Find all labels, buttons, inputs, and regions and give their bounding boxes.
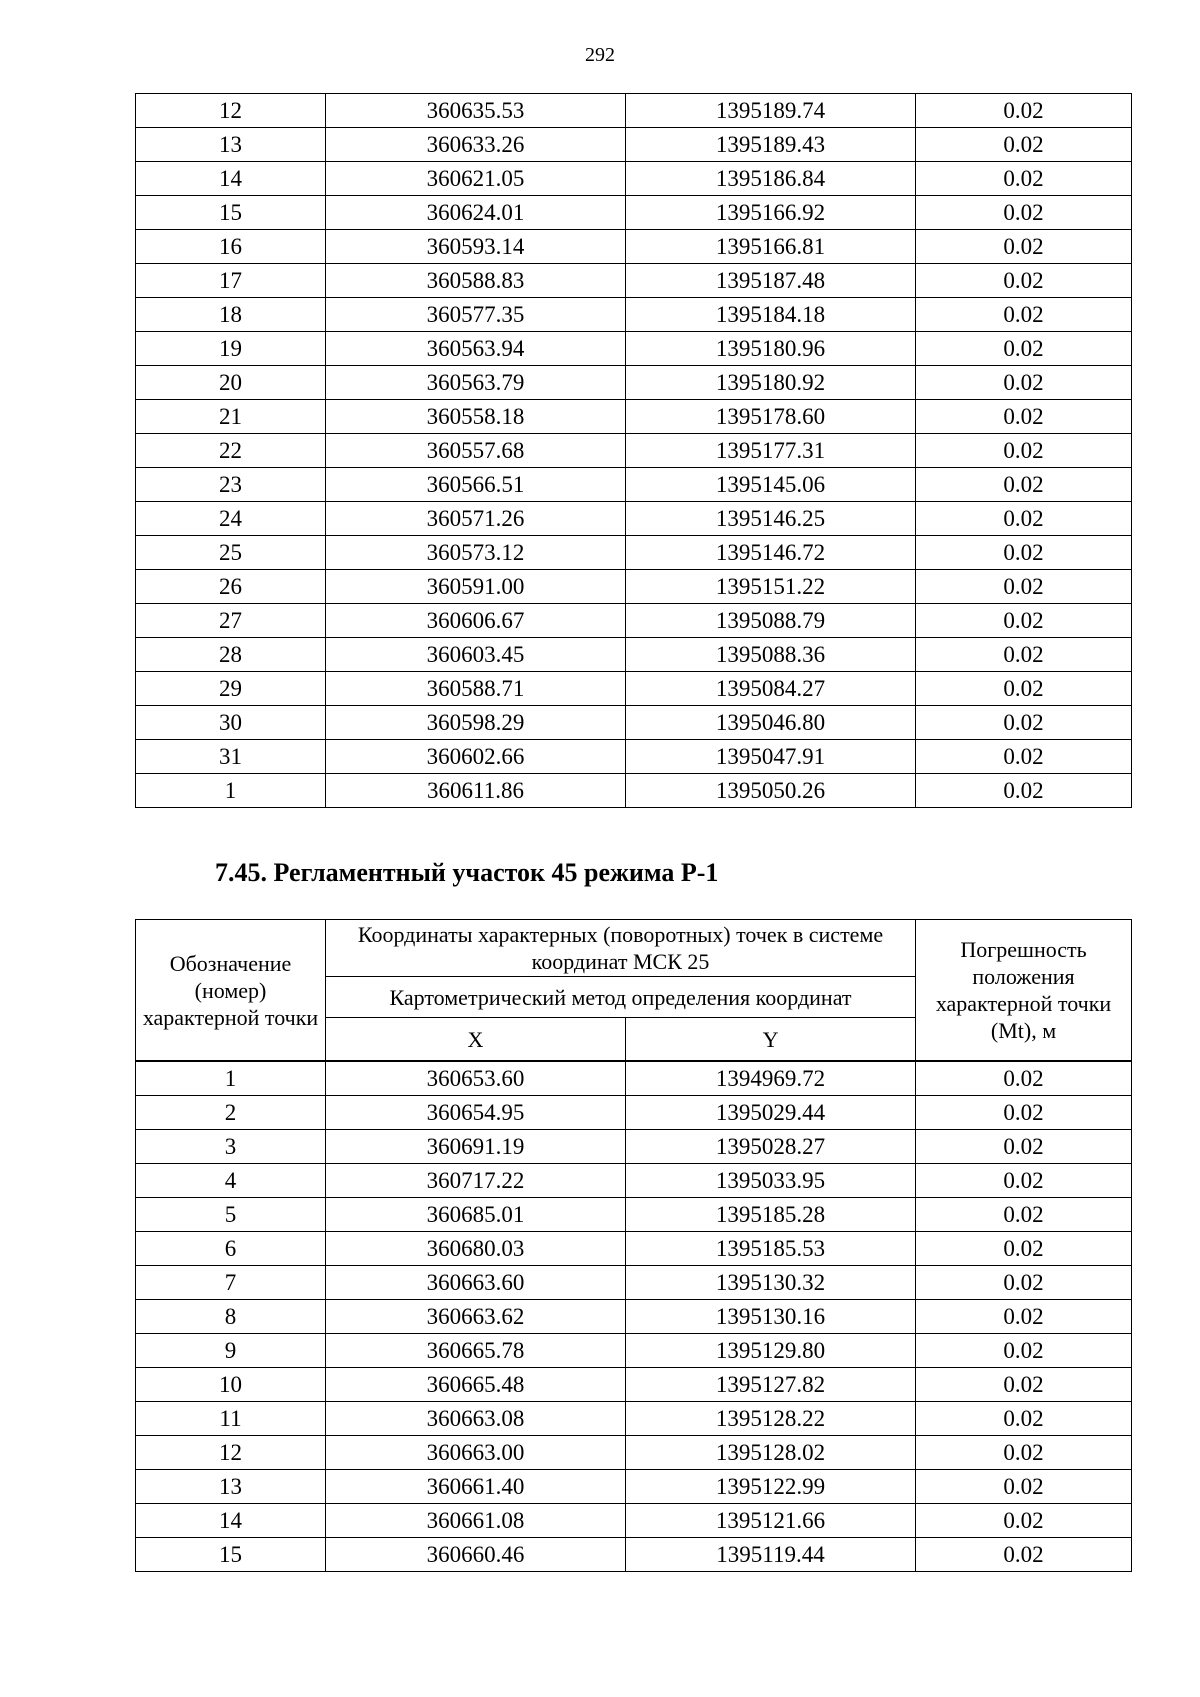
- error-cell: 0.02: [916, 536, 1132, 570]
- error-header: Погрешность положения характерной точки (Mt), м: [916, 920, 1132, 1062]
- x-coordinate-cell: 360661.40: [326, 1470, 626, 1504]
- y-coordinate-cell: 1395088.79: [626, 604, 916, 638]
- x-coordinate-cell: 360691.19: [326, 1130, 626, 1164]
- y-coordinate-cell: 1394969.72: [626, 1061, 916, 1096]
- table-row: [136, 672, 1132, 706]
- table-row: [136, 162, 1132, 196]
- x-coordinate-cell: 360653.60: [326, 1061, 626, 1096]
- error-cell: 0.02: [916, 1368, 1132, 1402]
- error-cell: 0.02: [916, 1061, 1132, 1096]
- table-row: [136, 536, 1132, 570]
- point-number-cell: 16: [136, 230, 326, 264]
- table-row: [136, 1368, 1132, 1402]
- y-coordinate-cell: 1395146.25: [626, 502, 916, 536]
- y-header: Y: [626, 1018, 916, 1062]
- x-coordinate-cell: 360588.83: [326, 264, 626, 298]
- error-cell: 0.02: [916, 1334, 1132, 1368]
- table-header: [136, 920, 1132, 1062]
- x-coordinate-cell: 360603.45: [326, 638, 626, 672]
- point-number-cell: 1: [136, 1061, 326, 1096]
- error-cell: 0.02: [916, 638, 1132, 672]
- error-cell: 0.02: [916, 400, 1132, 434]
- point-number-cell: 30: [136, 706, 326, 740]
- y-coordinate-cell: 1395084.27: [626, 672, 916, 706]
- y-coordinate-cell: 1395130.32: [626, 1266, 916, 1300]
- error-cell: 0.02: [916, 298, 1132, 332]
- point-number-cell: 22: [136, 434, 326, 468]
- x-coordinate-cell: 360566.51: [326, 468, 626, 502]
- point-number-cell: 12: [136, 94, 326, 128]
- point-number-cell: 13: [136, 128, 326, 162]
- x-coordinate-cell: 360663.08: [326, 1402, 626, 1436]
- section-heading: 7.45. Регламентный участок 45 режима Р-1: [215, 858, 719, 887]
- y-coordinate-cell: 1395121.66: [626, 1504, 916, 1538]
- error-cell: 0.02: [916, 1130, 1132, 1164]
- error-cell: 0.02: [916, 434, 1132, 468]
- y-coordinate-cell: 1395177.31: [626, 434, 916, 468]
- y-coordinate-cell: 1395166.81: [626, 230, 916, 264]
- point-number-cell: 8: [136, 1300, 326, 1334]
- point-number-header: Обозначение (номер) характерной точки: [136, 920, 326, 1062]
- y-coordinate-cell: 1395180.96: [626, 332, 916, 366]
- x-coordinate-cell: 360685.01: [326, 1198, 626, 1232]
- table-row: [136, 1470, 1132, 1504]
- x-coordinate-cell: 360591.00: [326, 570, 626, 604]
- error-cell: 0.02: [916, 774, 1132, 808]
- table-row: [136, 1504, 1132, 1538]
- x-coordinate-cell: 360663.00: [326, 1436, 626, 1470]
- y-coordinate-cell: 1395185.28: [626, 1198, 916, 1232]
- error-cell: 0.02: [916, 1538, 1132, 1572]
- x-coordinate-cell: 360717.22: [326, 1164, 626, 1198]
- x-coordinate-cell: 360661.08: [326, 1504, 626, 1538]
- error-cell: 0.02: [916, 1232, 1132, 1266]
- table-row: [136, 298, 1132, 332]
- coordinates-table: [135, 919, 1132, 1572]
- error-cell: 0.02: [916, 502, 1132, 536]
- x-coordinate-cell: 360558.18: [326, 400, 626, 434]
- error-cell: 0.02: [916, 1096, 1132, 1130]
- point-number-cell: 21: [136, 400, 326, 434]
- x-coordinate-cell: 360557.68: [326, 434, 626, 468]
- error-cell: 0.02: [916, 94, 1132, 128]
- y-coordinate-cell: 1395180.92: [626, 366, 916, 400]
- point-number-cell: 14: [136, 1504, 326, 1538]
- table-row: [136, 128, 1132, 162]
- error-cell: 0.02: [916, 672, 1132, 706]
- x-coordinate-cell: 360621.05: [326, 162, 626, 196]
- point-number-cell: 10: [136, 1368, 326, 1402]
- error-cell: 0.02: [916, 162, 1132, 196]
- point-number-cell: 20: [136, 366, 326, 400]
- y-coordinate-cell: 1395187.48: [626, 264, 916, 298]
- error-cell: 0.02: [916, 1198, 1132, 1232]
- point-number-cell: 5: [136, 1198, 326, 1232]
- table-row: [136, 196, 1132, 230]
- point-number-cell: 14: [136, 162, 326, 196]
- x-coordinate-cell: 360563.94: [326, 332, 626, 366]
- point-number-cell: 26: [136, 570, 326, 604]
- error-cell: 0.02: [916, 1470, 1132, 1504]
- point-number-cell: 17: [136, 264, 326, 298]
- y-coordinate-cell: 1395128.22: [626, 1402, 916, 1436]
- y-coordinate-cell: 1395185.53: [626, 1232, 916, 1266]
- x-coordinate-cell: 360633.26: [326, 128, 626, 162]
- y-coordinate-cell: 1395130.16: [626, 1300, 916, 1334]
- x-coordinate-cell: 360573.12: [326, 536, 626, 570]
- y-coordinate-cell: 1395127.82: [626, 1368, 916, 1402]
- error-cell: 0.02: [916, 366, 1132, 400]
- y-coordinate-cell: 1395178.60: [626, 400, 916, 434]
- error-cell: 0.02: [916, 1164, 1132, 1198]
- error-cell: 0.02: [916, 264, 1132, 298]
- x-coordinate-cell: 360660.46: [326, 1538, 626, 1572]
- x-coordinate-cell: 360571.26: [326, 502, 626, 536]
- point-number-cell: 13: [136, 1470, 326, 1504]
- point-number-cell: 18: [136, 298, 326, 332]
- x-coordinate-cell: 360611.86: [326, 774, 626, 808]
- x-coordinate-cell: 360588.71: [326, 672, 626, 706]
- point-number-cell: 15: [136, 196, 326, 230]
- coordinates-header: Координаты характерных (поворотных) точек в системе координат МСК 25: [326, 920, 916, 977]
- page-number: 292: [585, 44, 615, 66]
- y-coordinate-cell: 1395151.22: [626, 570, 916, 604]
- table-body: [136, 1061, 1132, 1572]
- error-cell: 0.02: [916, 1504, 1132, 1538]
- table-row: [136, 1232, 1132, 1266]
- x-coordinate-cell: 360606.67: [326, 604, 626, 638]
- x-coordinate-cell: 360663.62: [326, 1300, 626, 1334]
- error-cell: 0.02: [916, 468, 1132, 502]
- table-row: [136, 1061, 1132, 1096]
- point-number-cell: 4: [136, 1164, 326, 1198]
- y-coordinate-cell: 1395189.74: [626, 94, 916, 128]
- y-coordinate-cell: 1395029.44: [626, 1096, 916, 1130]
- error-cell: 0.02: [916, 604, 1132, 638]
- y-coordinate-cell: 1395146.72: [626, 536, 916, 570]
- y-coordinate-cell: 1395119.44: [626, 1538, 916, 1572]
- table-row: [136, 1096, 1132, 1130]
- x-coordinate-cell: 360665.78: [326, 1334, 626, 1368]
- table-row: [136, 1334, 1132, 1368]
- error-cell: 0.02: [916, 196, 1132, 230]
- error-cell: 0.02: [916, 230, 1132, 264]
- x-coordinate-cell: 360665.48: [326, 1368, 626, 1402]
- table-row: [136, 230, 1132, 264]
- y-coordinate-cell: 1395145.06: [626, 468, 916, 502]
- y-coordinate-cell: 1395186.84: [626, 162, 916, 196]
- table-row: [136, 1436, 1132, 1470]
- x-coordinate-cell: 360577.35: [326, 298, 626, 332]
- point-number-cell: 7: [136, 1266, 326, 1300]
- y-coordinate-cell: 1395046.80: [626, 706, 916, 740]
- error-cell: 0.02: [916, 1300, 1132, 1334]
- table-body: [136, 94, 1132, 808]
- table-row: [136, 706, 1132, 740]
- y-coordinate-cell: 1395088.36: [626, 638, 916, 672]
- error-cell: 0.02: [916, 740, 1132, 774]
- error-cell: 0.02: [916, 128, 1132, 162]
- table-row: [136, 264, 1132, 298]
- error-cell: 0.02: [916, 1436, 1132, 1470]
- table-row: [136, 468, 1132, 502]
- point-number-cell: 9: [136, 1334, 326, 1368]
- table-row: [136, 1402, 1132, 1436]
- y-coordinate-cell: 1395129.80: [626, 1334, 916, 1368]
- point-number-cell: 29: [136, 672, 326, 706]
- table-row: [136, 1266, 1132, 1300]
- error-cell: 0.02: [916, 1266, 1132, 1300]
- point-number-cell: 2: [136, 1096, 326, 1130]
- y-coordinate-cell: 1395050.26: [626, 774, 916, 808]
- x-coordinate-cell: 360563.79: [326, 366, 626, 400]
- y-coordinate-cell: 1395166.92: [626, 196, 916, 230]
- error-cell: 0.02: [916, 570, 1132, 604]
- table-row: [136, 94, 1132, 128]
- table-row: [136, 434, 1132, 468]
- point-number-cell: 27: [136, 604, 326, 638]
- table-row: [136, 774, 1132, 808]
- y-coordinate-cell: 1395122.99: [626, 1470, 916, 1504]
- point-number-cell: 6: [136, 1232, 326, 1266]
- y-coordinate-cell: 1395189.43: [626, 128, 916, 162]
- point-number-cell: 15: [136, 1538, 326, 1572]
- point-number-cell: 11: [136, 1402, 326, 1436]
- x-coordinate-cell: 360624.01: [326, 196, 626, 230]
- error-cell: 0.02: [916, 332, 1132, 366]
- point-number-cell: 31: [136, 740, 326, 774]
- table-row: [136, 366, 1132, 400]
- table-row: [136, 332, 1132, 366]
- y-coordinate-cell: 1395033.95: [626, 1164, 916, 1198]
- point-number-cell: 25: [136, 536, 326, 570]
- error-cell: 0.02: [916, 1402, 1132, 1436]
- point-number-cell: 12: [136, 1436, 326, 1470]
- table-row: [136, 740, 1132, 774]
- table-row: [136, 1130, 1132, 1164]
- point-number-cell: 28: [136, 638, 326, 672]
- y-coordinate-cell: 1395128.02: [626, 1436, 916, 1470]
- table-row: [136, 1198, 1132, 1232]
- table-row: [136, 502, 1132, 536]
- table-row: [136, 638, 1132, 672]
- table-row: [136, 570, 1132, 604]
- point-number-cell: 1: [136, 774, 326, 808]
- x-coordinate-cell: 360593.14: [326, 230, 626, 264]
- error-cell: 0.02: [916, 706, 1132, 740]
- x-coordinate-cell: 360654.95: [326, 1096, 626, 1130]
- point-number-cell: 24: [136, 502, 326, 536]
- table-row: [136, 1300, 1132, 1334]
- x-coordinate-cell: 360598.29: [326, 706, 626, 740]
- x-coordinate-cell: 360663.60: [326, 1266, 626, 1300]
- x-header: X: [326, 1018, 626, 1062]
- x-coordinate-cell: 360680.03: [326, 1232, 626, 1266]
- table-row: [136, 1538, 1132, 1572]
- point-number-cell: 3: [136, 1130, 326, 1164]
- table-row: [136, 604, 1132, 638]
- x-coordinate-cell: 360635.53: [326, 94, 626, 128]
- y-coordinate-cell: 1395184.18: [626, 298, 916, 332]
- table-row: [136, 400, 1132, 434]
- coordinates-table-continued: [135, 93, 1132, 808]
- point-number-cell: 19: [136, 332, 326, 366]
- y-coordinate-cell: 1395047.91: [626, 740, 916, 774]
- point-number-cell: 23: [136, 468, 326, 502]
- y-coordinate-cell: 1395028.27: [626, 1130, 916, 1164]
- x-coordinate-cell: 360602.66: [326, 740, 626, 774]
- table-row: [136, 1164, 1132, 1198]
- method-header: Картометрический метод определения координат: [326, 977, 916, 1018]
